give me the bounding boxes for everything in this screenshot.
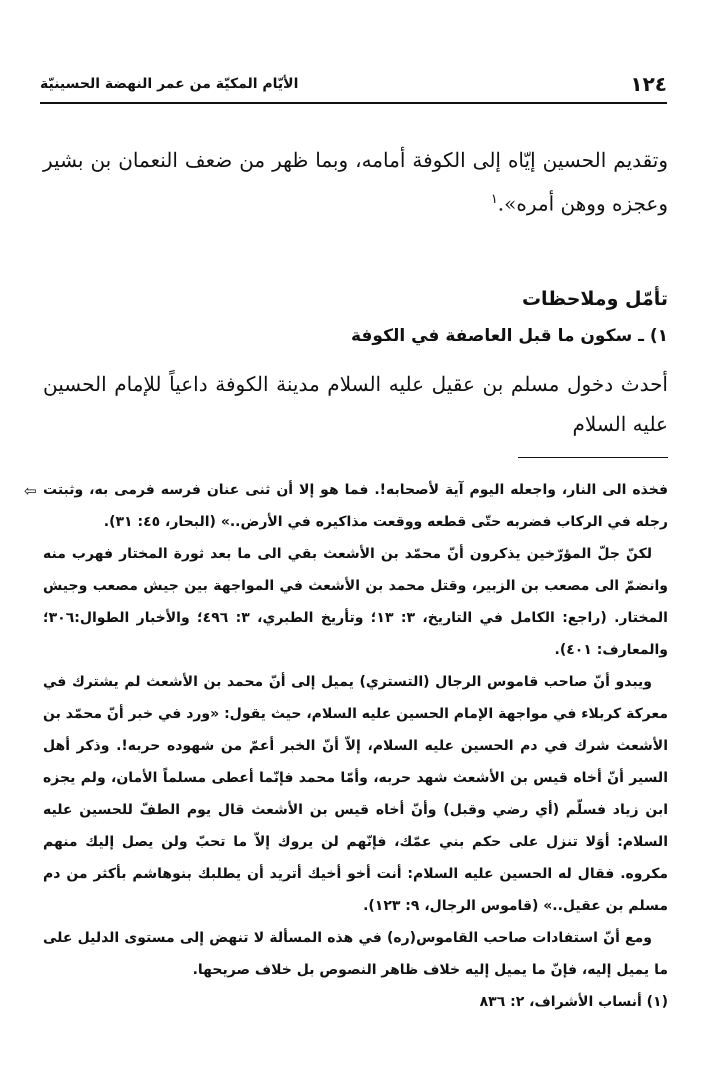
- footnote-1: (١) أنساب الأشراف، ٢: ٨٣٦: [479, 994, 668, 1010]
- footnote-separator: [518, 457, 668, 458]
- continuation-arrow-icon: ⇦: [24, 482, 37, 500]
- page-header: [40, 70, 667, 104]
- body-paragraph-1-text: وتقديم الحسين إيّاه إلى الكوفة أمامه، وبما ظهر من ضعف النعمان بن بشير وعجزه ووهن أمره».: [43, 148, 668, 216]
- footnote-paragraph: لكنّ جلّ المؤرّخين يذكرون أنّ محمّد بن الأشعث بقي الى ما بعد ثورة المختار فهرب منه وانضمّ الى مصعب بن الزبير، وقتل محمد بن الأشعث في المواجهة بين جيش مصعب وجيش المختار. (راجع: الكامل في التاريخ، ٣: ١٣؛ وتأريخ الطبري، ٣: ٤٩٦؛ والأخبار الطوال:٣٠٦؛ والمعارف: ٤٠١).: [43, 546, 668, 658]
- sub-heading: ١) ـ سكون ما قبل العاصفة في الكوفة: [350, 326, 668, 346]
- body-paragraph-1: [43, 140, 668, 224]
- body-paragraph-2: أحدث دخول مسلم بن عقيل عليه السلام مدينة الكوفة داعياً للإمام الحسين عليه السلام: [43, 372, 668, 436]
- page-number: ١٢٤: [630, 72, 667, 96]
- running-title: الأيّام المكيّة من عمر النهضة الحسينيّة: [40, 76, 299, 92]
- footnotes: [43, 474, 668, 1018]
- footnote-reference-1: ١: [490, 192, 498, 207]
- section-heading: تأمّل وملاحظات: [521, 288, 668, 310]
- footnote-paragraph: ومع أنّ استفادات صاحب القاموس(ره) في هذه المسألة لا تنهض إلى مستوى الدليل على ما يميل إليه، فإنّ ما يميل إليه خلاف ظاهر النصوص بل خلاف صريحها.: [43, 930, 668, 978]
- footnote-paragraph: ويبدو أنّ صاحب قاموس الرجال (التستري) يميل إلى أنّ محمد بن الأشعث لم يشترك في معركة كربلاء في مواجهة الإمام الحسين عليه السلام، حيث يقول: «ورد في خبر أنّ محمّد بن الأشعث شرك في دم الحسين عليه السلام، إلاّ أنّ الخبر أعمّ من شهوده حربه!. وذكر أهل السير أنّ أخاه قيس بن الأشعث شهد حربه، وأمّا محمد فإنّما أعطى مسلماً الأمان، ولم يجزه ابن زياد فسلّم (أي رضي وقبل) وأنّ أخاه قيس بن الأشعث قال يوم الطفّ للحسين عليه السلام: أوَلا تنزل على حكم بني عمّك، فإنّهم لن يروك إلاّ ما تحبّ ولن يصل إليك منهم مكروه. فقال له الحسين عليه السلام: أنت أخو أخيك أتريد أن يطلبك بنوهاشم بأكثر من دم مسلم بن عقيل..» (قاموس الرجال، ٩: ١٢٣).: [43, 674, 668, 914]
- footnote-continued: فخذه الى النار، واجعله اليوم آية لأصحابه!. فما هو إلا أن ثنى عنان فرسه فرمى به، وثبتت رجله في الركاب فضربه حتّى قطعه ووقعت مذاكيره في الأرض..» (البحار، ٤٥: ٣١).: [43, 482, 668, 530]
